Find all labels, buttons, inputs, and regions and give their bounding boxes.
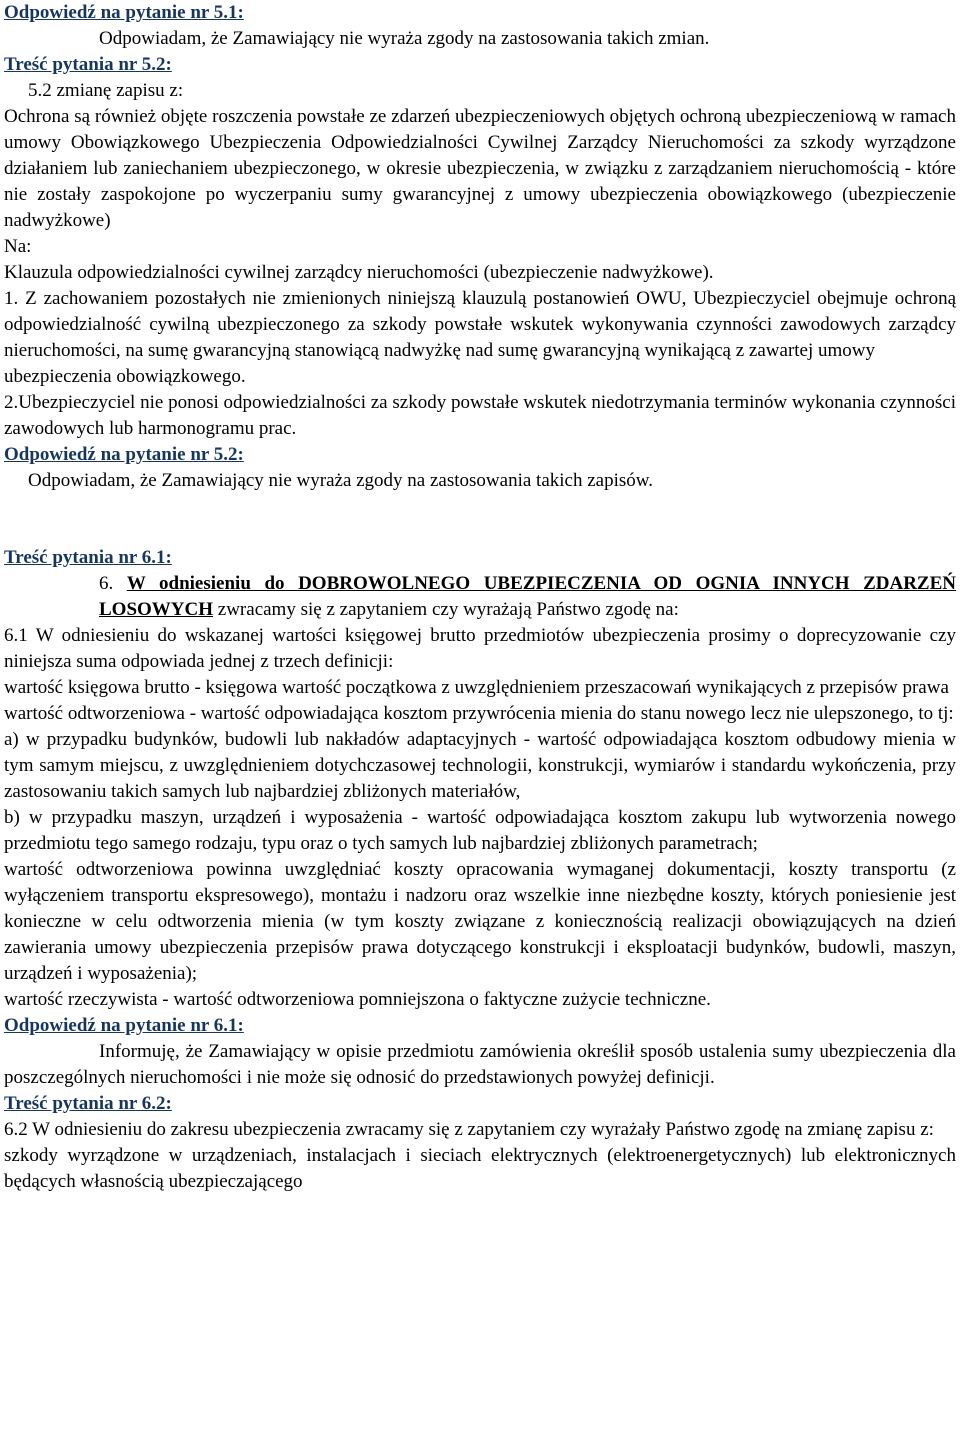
- heading-answer-5-1: Odpowiedź na pytanie nr 5.1:: [4, 2, 244, 23]
- heading-question-6-2: Treść pytania nr 6.2:: [4, 1093, 172, 1114]
- question-6-1-p1: 6.1 W odniesieniu do wskazanej wartości księgowej brutto przedmiotów ubezpieczenia prosimy o doprecyzowanie czy niniejsza suma odpowiada jednej z trzech definicji:: [4, 625, 956, 672]
- question-5-2-point-1: 1. Z zachowaniem pozostałych nie zmienionych niniejszą klauzulą postanowień OWU, Ubezpieczyciel obejmuje ochroną odpowiedzialność cywilną ubezpieczonego za szkody powstałe wskutek wykonywania czynności zawodowych zarządcy nieruchomości, na sumę gwarancyjną stanowiącą nadwyżkę nad sumę gwarancyjną wynikającą z zawartej umowy: [4, 288, 956, 361]
- question-6-1-title-bold: W odniesieniu do DOBROWOLNEGO UBEZPIECZENIA OD OGNIA INNYCH ZDARZEŃ LOSOWYCH: [99, 573, 956, 620]
- question-6-1-p7: wartość rzeczywista - wartość odtworzeniowa pomniejszona o faktyczne zużycie techniczne.: [4, 989, 711, 1010]
- question-5-2-intro: 5.2 zmianę zapisu z:: [28, 80, 184, 101]
- section-spacer: [4, 494, 956, 545]
- answer-5-2-text: Odpowiadam, że Zamawiający nie wyraża zgody na zastosowania takich zapisów.: [28, 470, 653, 491]
- question-6-1-title-rest: zwracamy się z zapytaniem czy wyrażają Państwo zgodę na:: [213, 599, 679, 620]
- question-5-2-clause-title: Klauzula odpowiedzialności cywilnej zarządcy nieruchomości (ubezpieczenie nadwyżkowe).: [4, 262, 714, 283]
- question-6-1-p5: b) w przypadku maszyn, urządzeń i wyposażenia - wartość odpowiadająca kosztom zakupu lub wytworzenia nowego przedmiotu tego samego rodzaju, typu oraz o tych samych lub najbardziej zbliżonych parametrach;: [4, 807, 956, 854]
- answer-5-1-text: Odpowiadam, że Zamawiający nie wyraża zgody na zastosowania takich zmian.: [99, 28, 710, 49]
- question-6-1-title: [4, 571, 956, 623]
- question-6-1-title-prefix: 6.: [99, 573, 127, 594]
- question-5-2-text: Ochrona są również objęte roszczenia powstałe ze zdarzeń ubezpieczeniowych objętych ochroną ubezpieczeniową w ramach umowy Obowiązkowego Ubezpieczenia Odpowiedzialności Cywilnej Zarządcy Nieruchomości za szkody wyrządzone działaniem lub zaniechaniem ubezpieczonego, w okresie ubezpieczenia, w związku z zarządzaniem nieruchomością - które nie zostały zaspokojone po wyczerpaniu sumy gwarancyjnej z umowy ubezpieczenia obowiązkowego (ubezpieczenie nadwyżkowe): [4, 106, 956, 231]
- question-5-2-na: Na:: [4, 236, 32, 257]
- question-6-1-p6: wartość odtworzeniowa powinna uwzględniać koszty opracowania wymaganej dokumentacji, koszty transportu (z wyłączeniem transportu ekspresowego), montażu i nadzoru oraz wszelkie inne niezbędne koszty, których poniesienie jest konieczne w celu odtworzenia mienia (w tym koszty związane z koniecznością realizacji obowiązujących na dzień zawierania umowy ubezpieczenia przepisów prawa dotyczącego konstrukcji i eksploatacji budynków, budowli, maszyn, urządzeń i wyposażenia);: [4, 859, 956, 984]
- answer-6-1-text: Informuję, że Zamawiający w opisie przedmiotu zamówienia określił sposób ustalenia sumy ubezpieczenia dla poszczególnych nieruchomości i nie może się odnosić do przedstawionych powyżej definicji.: [4, 1041, 956, 1088]
- heading-answer-5-2: Odpowiedź na pytanie nr 5.2:: [4, 444, 244, 465]
- heading-question-5-2: Treść pytania nr 5.2:: [4, 54, 172, 75]
- question-6-1-p3: wartość odtworzeniowa - wartość odpowiadająca kosztom przywrócenia mienia do stanu nowego lecz nie ulepszonego, to tj:: [4, 703, 954, 724]
- question-5-2-point-2: 2.Ubezpieczyciel nie ponosi odpowiedzialności za szkody powstałe wskutek niedotrzymania terminów wykonania czynności zawodowych lub harmonogramu prac.: [4, 392, 956, 439]
- question-5-2-point-1-end: ubezpieczenia obowiązkowego.: [4, 366, 246, 387]
- question-6-1-p2: wartość księgowa brutto - księgowa wartość początkowa z uwzględnieniem przeszacowań wynikających z przepisów prawa: [4, 677, 949, 698]
- question-6-1-p4: a) w przypadku budynków, budowli lub nakładów adaptacyjnych - wartość odpowiadająca kosztom odbudowy mienia w tym samym miejscu, z uwzględnieniem dotychczasowej technologii, konstrukcji, wymiarów i standardu wykończenia, przy zastosowaniu takich samych lub najbardziej zbliżonych materiałów,: [4, 729, 956, 802]
- heading-answer-6-1: Odpowiedź na pytanie nr 6.1:: [4, 1015, 244, 1036]
- question-6-2-p2: szkody wyrządzone w urządzeniach, instalacjach i sieciach elektrycznych (elektroenergetycznych) lub elektronicznych będących własnością ubezpieczającego: [4, 1145, 956, 1192]
- heading-question-6-1: Treść pytania nr 6.1:: [4, 547, 172, 568]
- question-6-2-p1: 6.2 W odniesieniu do zakresu ubezpieczenia zwracamy się z zapytaniem czy wyrażały Państwo zgodę na zmianę zapisu z:: [4, 1119, 934, 1140]
